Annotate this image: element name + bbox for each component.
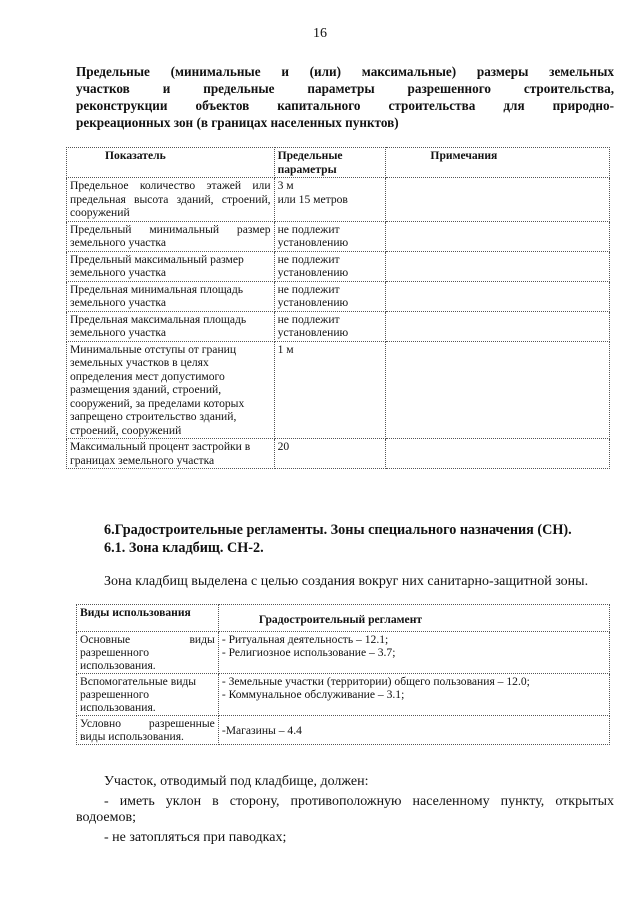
table-row: [67, 251, 610, 281]
params-table-header-row: [67, 148, 610, 178]
params-table: [66, 147, 610, 469]
use-type-cell: Вспомогательные виды разрешенного использования.: [77, 674, 219, 716]
param-cell: не подлежит установлению: [274, 281, 386, 311]
uses-table: [76, 604, 610, 745]
zone-heading-line: 6.1. Зона кладбищ. СН-2.: [104, 540, 264, 556]
table-row: [77, 632, 610, 674]
table-row: [77, 716, 610, 745]
regulation-item: - Религиозное использование – 3.7;: [221, 646, 396, 659]
note-cell: [386, 311, 610, 341]
param-cell: 1 м: [274, 341, 386, 439]
indicator-cell: Предельный максимальный размер земельного участка: [67, 251, 275, 281]
note-cell: [386, 439, 610, 469]
note-cell: [386, 251, 610, 281]
section-heading-line: рекреационных зон (в границах населенных пунктов): [76, 115, 399, 130]
regulation-item: - Земельные участки (территории) общего пользования – 12.0;: [221, 675, 530, 688]
param-cell: 20: [274, 439, 386, 469]
indicator-cell: Предельный минимальный размер земельного участка: [67, 221, 275, 251]
table-row: [77, 674, 610, 716]
use-type-cell: Условно разрешенные виды использования.: [77, 716, 219, 745]
header-params: Предельные параметры: [274, 148, 386, 178]
section-heading-line: реконструкции объектов капитального строительства для природно-: [76, 98, 614, 113]
zone-heading: [104, 521, 614, 557]
indicator-cell: Максимальный процент застройки в границах земельного участка: [67, 439, 275, 469]
section-heading-line: Предельные (минимальные и (или) максимальные) размеры земельных: [76, 64, 614, 79]
table-row: [67, 178, 610, 222]
param-cell: 3 м или 15 метров: [274, 178, 386, 222]
requirement-item: - не затопляться при паводках;: [104, 830, 287, 845]
zone-heading-line: 6.Градостроительные регламенты. Зоны специального назначения (СН).: [104, 522, 572, 538]
param-cell: не подлежит установлению: [274, 221, 386, 251]
regulation-cell: [218, 632, 609, 674]
table-row: [67, 439, 610, 469]
indicator-cell: Предельная максимальная площадь земельного участка: [67, 311, 275, 341]
section-heading: [76, 63, 614, 131]
table-row: [67, 221, 610, 251]
page-number: 16: [313, 26, 327, 41]
use-type-cell: Основные виды разрешенного использования.: [77, 632, 219, 674]
regulation-item: - Коммунальное обслуживание – 3.1;: [221, 688, 405, 701]
requirements-intro: Участок, отводимый под кладбище, должен:: [104, 774, 369, 789]
zone-intro: Зона кладбищ выделена с целью создания вокруг них санитарно-защитной зоны.: [104, 574, 589, 589]
indicator-cell: Минимальные отступы от границ земельных участков в целях определения мест допустимого размещения зданий, строений, сооружений, за пределами которых запрещено строительство зданий, строений, сооружений: [67, 341, 275, 439]
note-cell: [386, 341, 610, 439]
header-notes: Примечания: [386, 148, 610, 178]
regulation-item: -Магазины – 4.4: [221, 723, 302, 737]
header-regulation: Градостроительный регламент: [218, 605, 609, 632]
regulation-cell: [218, 716, 609, 745]
note-cell: [386, 178, 610, 222]
header-indicator: Показатель: [67, 148, 275, 178]
regulation-cell: [218, 674, 609, 716]
indicator-cell: Предельное количество этажей или предельная высота зданий, строений, сооружений: [67, 178, 275, 222]
table-row: [67, 341, 610, 439]
regulation-item: - Ритуальная деятельность – 12.1;: [221, 633, 389, 646]
param-cell: не подлежит установлению: [274, 251, 386, 281]
note-cell: [386, 221, 610, 251]
table-row: [67, 281, 610, 311]
param-cell: не подлежит установлению: [274, 311, 386, 341]
requirement-item: - иметь уклон в сторону, противоположную населенному пункту, открытых водоемов;: [76, 794, 614, 825]
section-heading-line: участков и предельные параметры разрешенного строительства,: [76, 81, 614, 96]
table-row: [67, 311, 610, 341]
uses-table-header-row: [77, 605, 610, 632]
indicator-cell: Предельная минимальная площадь земельного участка: [67, 281, 275, 311]
note-cell: [386, 281, 610, 311]
header-use-type: Виды использования: [77, 605, 219, 632]
